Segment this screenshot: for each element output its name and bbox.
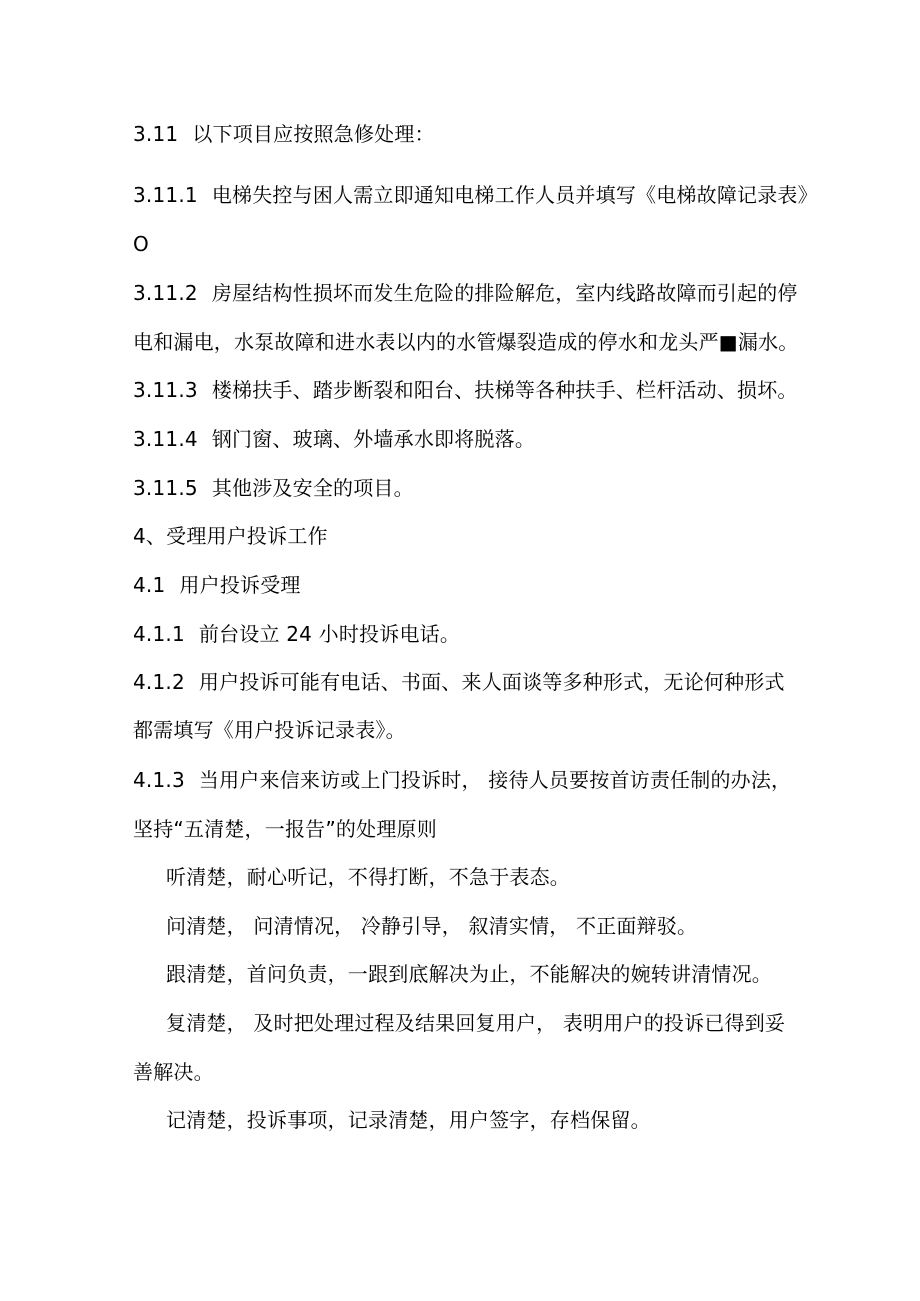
item-3-11-2 bbox=[133, 281, 798, 305]
principle-reply-continuation bbox=[133, 1060, 214, 1084]
section-text: 用户投诉受理 bbox=[179, 573, 301, 597]
section-text: 房屋结构性损坏而发生危险的排险解危，室内线路故障而引起的停 bbox=[211, 281, 798, 305]
section-text: 其他涉及安全的项目。 bbox=[211, 476, 414, 500]
item-3-11-4 bbox=[133, 427, 535, 451]
principle-text: 记清楚，投诉事项，记录清楚，用户签字，存档保留。 bbox=[166, 1108, 651, 1132]
principle-listen bbox=[166, 865, 570, 889]
section-text: 用户投诉可能有电话、书面、来人面谈等多种形式，无论何种形式 bbox=[198, 670, 785, 694]
heading-text: 4、受理用户投诉工作 bbox=[133, 524, 328, 548]
item-3-11-1-continuation bbox=[133, 232, 149, 256]
item-3-11-1 bbox=[133, 183, 818, 207]
section-number: 4.1 bbox=[133, 573, 166, 597]
section-number: 3.11.2 bbox=[133, 281, 198, 305]
principle-follow bbox=[166, 962, 772, 986]
section-text: 钢门窗、玻璃、外墙承水即将脱落。 bbox=[211, 427, 536, 451]
continuation-text: O bbox=[133, 232, 149, 256]
item-4-1-3-continuation bbox=[133, 817, 437, 841]
section-number: 3.11.5 bbox=[133, 476, 198, 500]
principle-text: 听清楚，耐心听记，不得打断，不急于表态。 bbox=[166, 865, 570, 889]
continuation-text: 都需填写《用户投诉记录表》。 bbox=[133, 718, 406, 742]
section-4-1-heading bbox=[133, 573, 301, 597]
item-4-1-1 bbox=[133, 622, 460, 646]
section-number: 3.11.4 bbox=[133, 427, 198, 451]
principle-text: 复清楚， 及时把处理过程及结果回复用户， 表明用户的投诉已得到妥 bbox=[166, 1011, 786, 1035]
section-text: 以下项目应按照急修处理： bbox=[192, 122, 435, 146]
section-number: 3.11.3 bbox=[133, 378, 198, 402]
section-text: 楼梯扶手、踏步断裂和阳台、扶梯等各种扶手、栏杆活动、损坏。 bbox=[211, 378, 798, 402]
continuation-text: 善解决。 bbox=[133, 1060, 214, 1084]
item-3-11-3 bbox=[133, 378, 798, 402]
section-number: 3.11 bbox=[133, 122, 179, 146]
principle-text: 跟清楚，首问负责，一跟到底解决为止，不能解决的婉转讲清情况。 bbox=[166, 962, 772, 986]
section-text: 电梯失控与困人需立即通知电梯工作人员并填写《电梯故障记录表》 bbox=[211, 183, 818, 207]
item-4-1-2 bbox=[133, 670, 785, 694]
section-number: 3.11.1 bbox=[133, 183, 198, 207]
principle-reply bbox=[166, 1011, 785, 1035]
continuation-text: 电和漏电，水泵故障和进水表以内的水管爆裂造成的停水和龙头严■漏水。 bbox=[133, 330, 799, 354]
continuation-text: 坚持“五清楚，一报告”的处理原则 bbox=[133, 817, 437, 841]
section-number: 4.1.2 bbox=[133, 670, 185, 694]
principle-text: 问清楚， 问清情况， 冷静引导， 叙清实情， 不正面辩驳。 bbox=[166, 914, 698, 938]
section-4-heading bbox=[133, 524, 328, 548]
section-number: 4.1.1 bbox=[133, 622, 185, 646]
item-3-11-5 bbox=[133, 476, 414, 500]
section-3-11-heading bbox=[133, 122, 435, 146]
principle-ask bbox=[166, 914, 697, 938]
section-text: 前台设立 24 小时投诉电话。 bbox=[198, 622, 461, 646]
item-4-1-3 bbox=[133, 768, 791, 792]
section-number: 4.1.3 bbox=[133, 768, 185, 792]
item-4-1-2-continuation bbox=[133, 718, 406, 742]
section-text: 当用户来信来访或上门投诉时， 接待人员要按首访责任制的办法， bbox=[198, 768, 792, 792]
item-3-11-2-continuation bbox=[133, 330, 799, 354]
principle-record bbox=[166, 1108, 651, 1132]
